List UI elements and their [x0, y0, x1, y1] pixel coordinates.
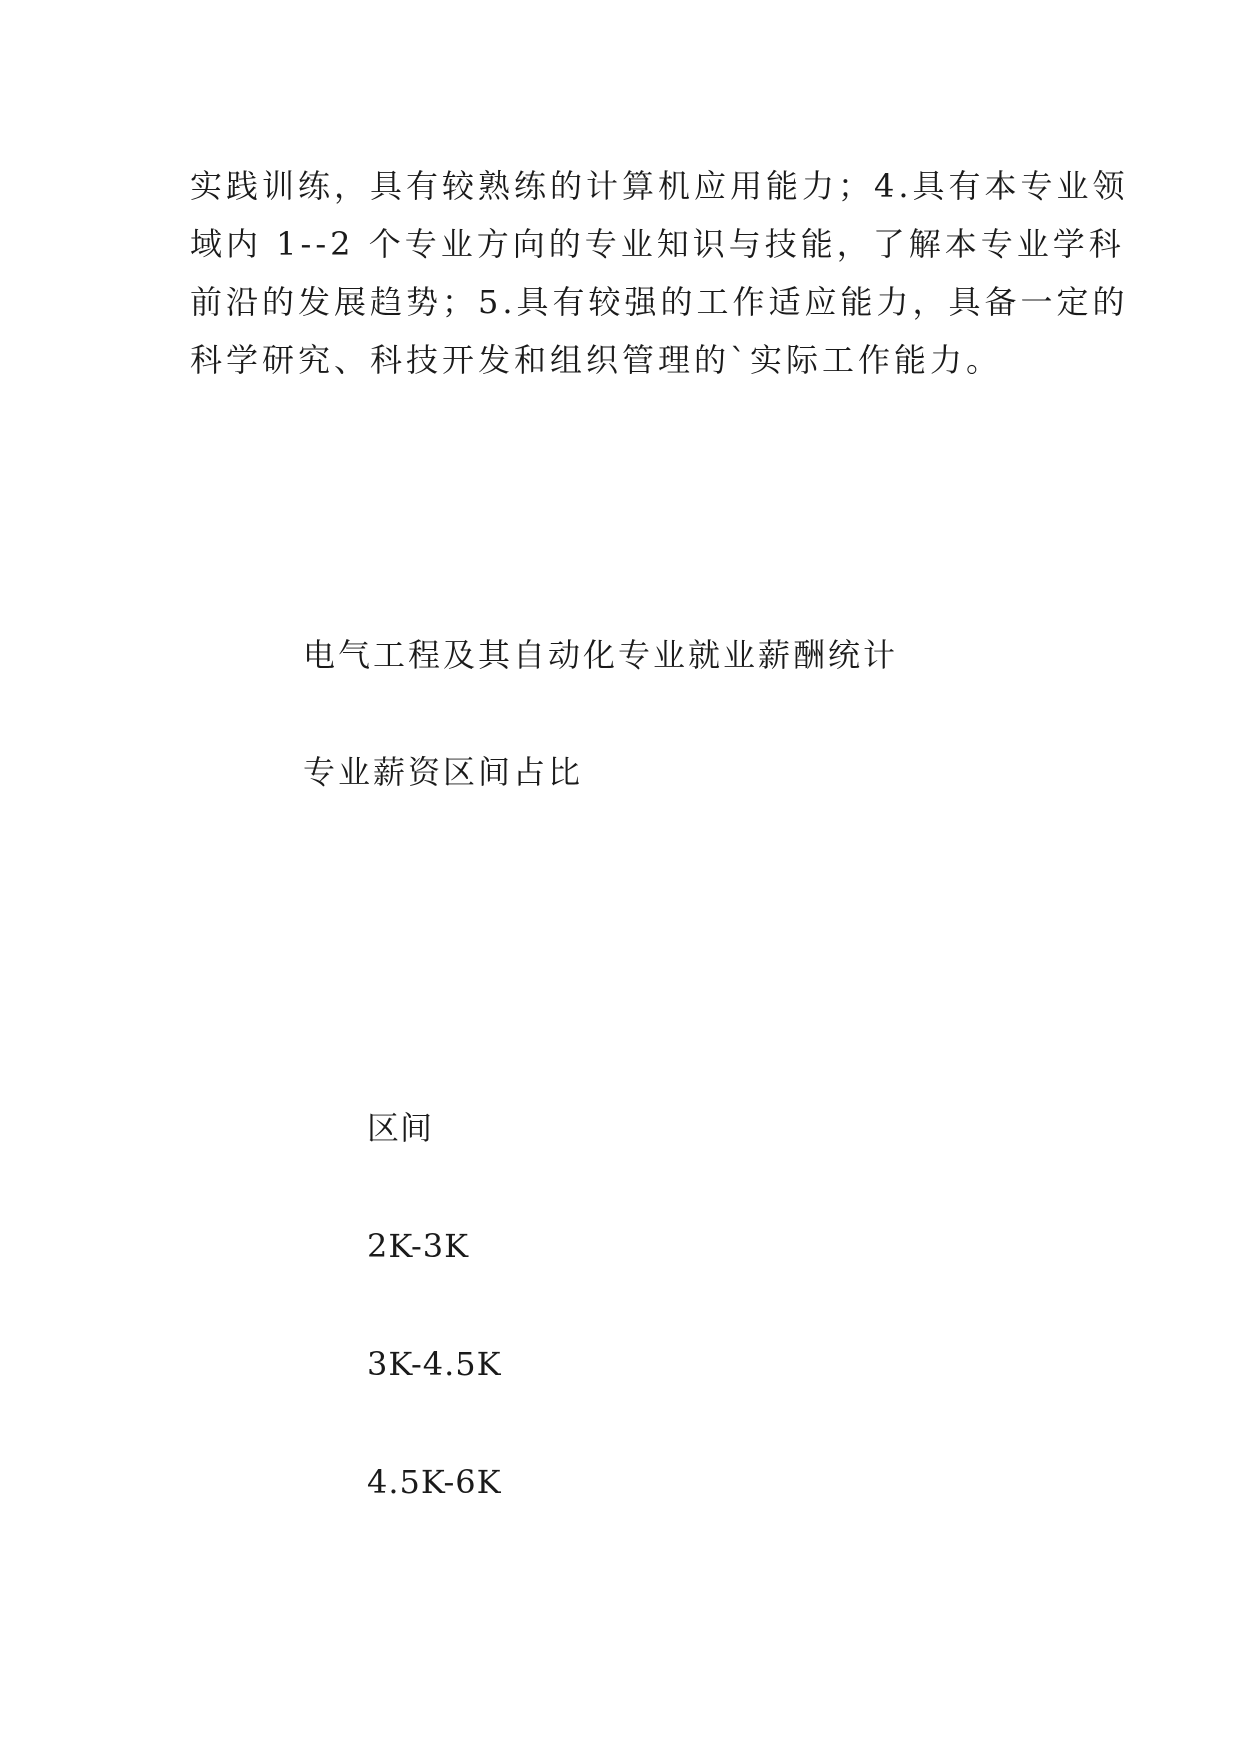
paragraph-line: 实践训练，具有较熟练的计算机应用能力；4.具有本专业领 — [190, 167, 1129, 205]
table-row: 3K-4.5K — [367, 1345, 502, 1383]
table-header-cell: 区间 — [367, 1109, 434, 1147]
paragraph-line: 域内 1--2 个专业方向的专业知识与技能，了解本专业学科 — [190, 225, 1125, 263]
section-title: 电气工程及其自动化专业就业薪酬统计 — [303, 636, 899, 674]
paragraph-line: 科学研究、科技开发和组织管理的`实际工作能力。 — [190, 341, 1003, 379]
table-row: 4.5K-6K — [367, 1463, 502, 1501]
table-row: 2K-3K — [367, 1227, 470, 1265]
paragraph-line: 前沿的发展趋势；5.具有较强的工作适应能力，具备一定的 — [190, 283, 1129, 321]
section-subtitle: 专业薪资区间占比 — [303, 753, 584, 791]
